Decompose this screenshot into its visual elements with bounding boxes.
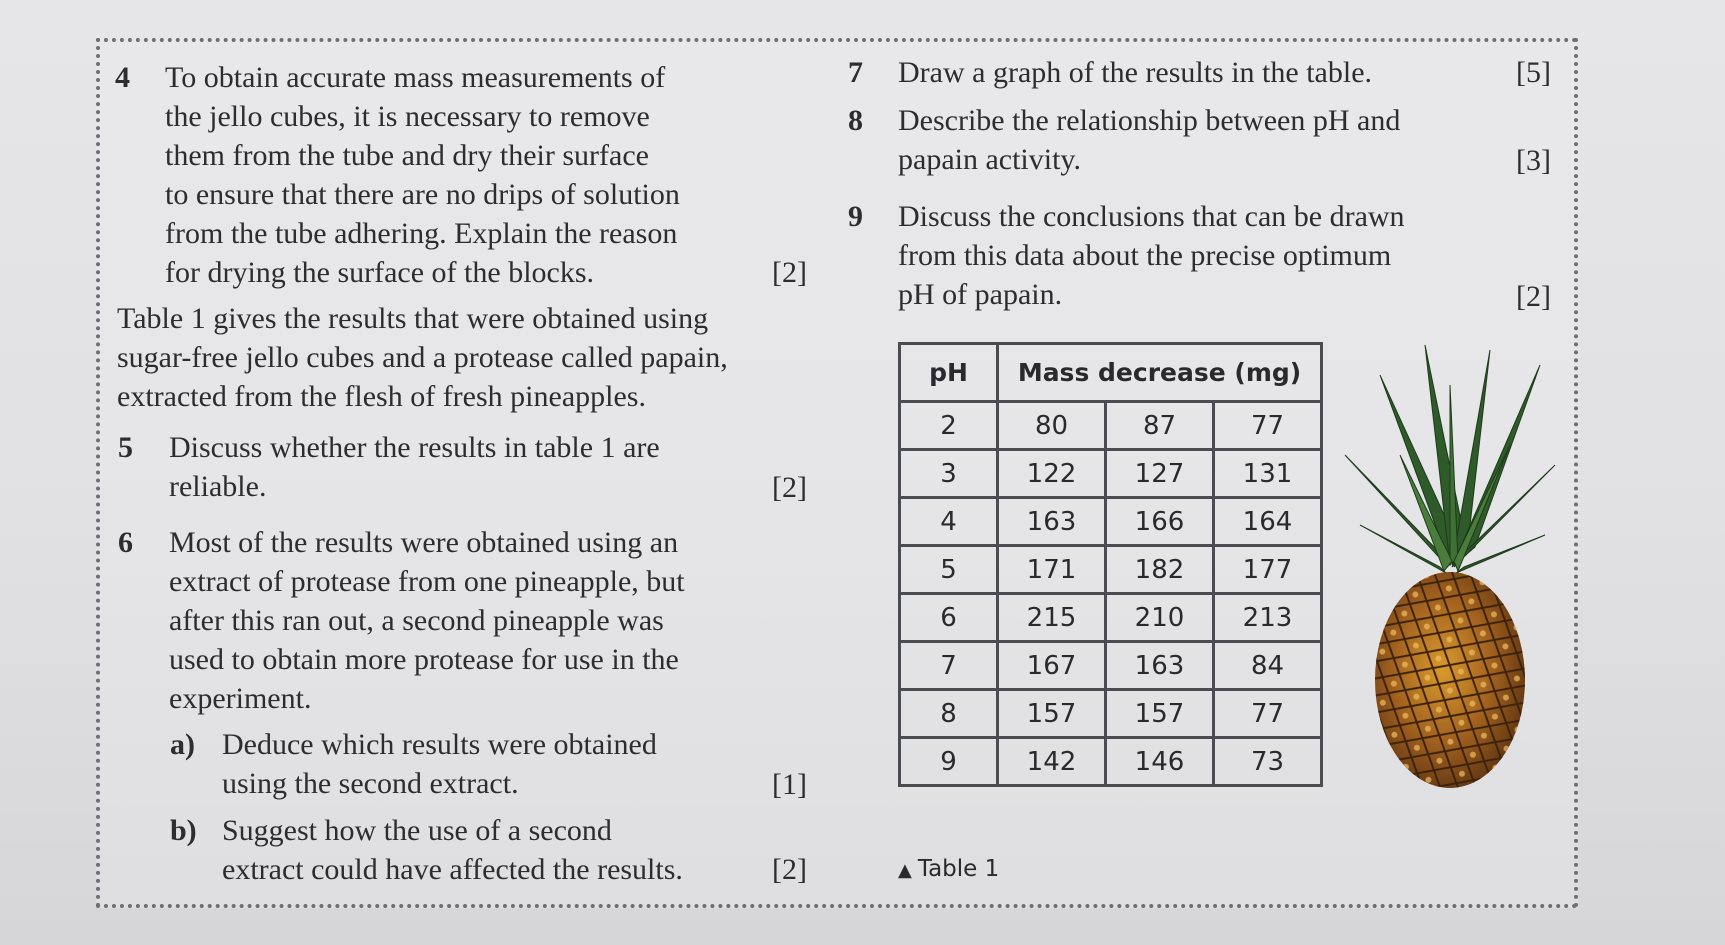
mass-cell: 163	[1106, 642, 1214, 690]
mass-cell: 77	[1214, 402, 1322, 450]
mass-cell: 215	[998, 594, 1106, 642]
question-5	[118, 428, 818, 508]
mass-cell: 210	[1106, 594, 1214, 642]
mass-cell: 167	[998, 642, 1106, 690]
question-number: 8	[848, 104, 863, 137]
question-number: 7	[848, 56, 863, 89]
question-text: Draw a graph of the results in the table.	[898, 56, 1373, 89]
subquestion-text: Deduce which results were obtained using the second extract.	[222, 728, 657, 800]
table-row	[900, 642, 1322, 690]
table-row	[900, 690, 1322, 738]
mass-cell: 131	[1214, 450, 1322, 498]
mass-cell: 164	[1214, 498, 1322, 546]
mass-cell: 157	[998, 690, 1106, 738]
results-table	[898, 342, 1323, 787]
mass-cell: 171	[998, 546, 1106, 594]
question-6b	[170, 811, 810, 891]
ph-cell: 9	[900, 738, 998, 786]
mass-cell: 127	[1106, 450, 1214, 498]
ph-cell: 7	[900, 642, 998, 690]
header-ph: pH	[900, 344, 998, 402]
mass-cell: 87	[1106, 402, 1214, 450]
question-text: Discuss the conclusions that can be drawn from this data about the precise optimum pH of papain.	[898, 200, 1405, 311]
table-row	[900, 594, 1322, 642]
mass-cell: 166	[1106, 498, 1214, 546]
mass-cell: 213	[1214, 594, 1322, 642]
ph-cell: 2	[900, 402, 998, 450]
question-6a-mark: [1]	[772, 768, 807, 801]
mass-cell: 163	[998, 498, 1106, 546]
mass-cell: 142	[998, 738, 1106, 786]
mass-cell: 77	[1214, 690, 1322, 738]
ph-cell: 4	[900, 498, 998, 546]
question-9-mark: [2]	[1516, 280, 1551, 313]
table-row	[900, 450, 1322, 498]
question-9	[848, 197, 1468, 317]
ph-cell: 5	[900, 546, 998, 594]
question-7	[848, 53, 1468, 93]
question-6a	[170, 725, 810, 805]
triangle-icon: ▲	[898, 860, 912, 881]
mass-cell: 146	[1106, 738, 1214, 786]
question-number: 9	[848, 200, 863, 233]
pineapple-icon	[1340, 335, 1560, 795]
subquestion-label: a)	[170, 728, 195, 761]
table-row	[900, 402, 1322, 450]
table-row	[900, 546, 1322, 594]
question-8-mark: [3]	[1516, 144, 1551, 177]
question-4-mark: [2]	[772, 256, 807, 289]
mass-cell: 157	[1106, 690, 1214, 738]
question-5-mark: [2]	[772, 471, 807, 504]
question-7-mark: [5]	[1516, 56, 1551, 89]
mass-cell: 182	[1106, 546, 1214, 594]
question-text: Describe the relationship between pH and papain activity.	[898, 104, 1401, 176]
mass-cell: 80	[998, 402, 1106, 450]
question-number: 5	[118, 431, 133, 464]
mass-cell: 122	[998, 450, 1106, 498]
table-intro-paragraph: Table 1 gives the results that were obtained using sugar-free jello cubes and a protease called papain, extracted from the flesh of fresh pineapples.	[117, 302, 728, 413]
question-4	[115, 58, 815, 298]
mass-cell: 73	[1214, 738, 1322, 786]
subquestion-text: Suggest how the use of a second extract could have affected the results.	[222, 814, 683, 886]
question-text: Most of the results were obtained using an extract of protease from one pineapple, but after this ran out, a second pineapple was used to obtain more protease for use in the experiment.	[169, 526, 685, 715]
question-text: Discuss whether the results in table 1 are reliable.	[169, 431, 660, 503]
question-number: 4	[115, 61, 130, 94]
question-6	[118, 523, 818, 723]
table-row	[900, 738, 1322, 786]
question-6b-mark: [2]	[772, 853, 807, 886]
table-caption-text: Table 1	[917, 856, 1000, 882]
ph-cell: 3	[900, 450, 998, 498]
table-caption	[898, 856, 999, 882]
mass-cell: 177	[1214, 546, 1322, 594]
ph-cell: 8	[900, 690, 998, 738]
question-number: 6	[118, 526, 133, 559]
table-row	[900, 498, 1322, 546]
question-text: To obtain accurate mass measurements of the jello cubes, it is necessary to remove them from the tube and dry their surface to ensure that there are no drips of solution from the tube adhering. Explain the reason for drying the surface of the blocks.	[165, 61, 680, 289]
header-mass-decrease: Mass decrease (mg)	[998, 344, 1322, 402]
subquestion-label: b)	[170, 814, 197, 847]
ph-cell: 6	[900, 594, 998, 642]
question-8	[848, 101, 1468, 181]
mass-cell: 84	[1214, 642, 1322, 690]
